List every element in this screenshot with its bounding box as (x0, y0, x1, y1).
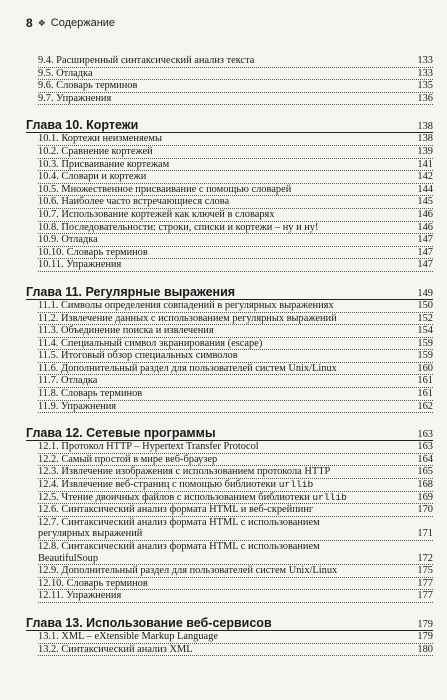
toc-entry-label: 12.3. Извлечение изображения с использованием протокола HTTP (38, 466, 331, 478)
toc-entry (38, 184, 433, 197)
toc-entry-page: 177 (417, 577, 433, 589)
toc-entry-label: 12.2. Самый простой в мире веб-браузер (38, 453, 218, 465)
toc-entry (38, 631, 433, 644)
toc-entry-page: 154 (417, 325, 433, 337)
toc-entry-label: 12.8. Синтаксический анализ формата HTML с использованием BeautifulSoup (38, 541, 320, 564)
toc-entry-label: 11.3. Объединение поиска и извлечения (38, 325, 214, 337)
toc-entry (38, 247, 433, 260)
toc-entry-label: 10.8. Последовательности: строки, списки и кортежи – ну и ну! (38, 221, 319, 233)
toc-entry-label: 10.5. Множественное присваивание с помощью словарей (38, 183, 292, 195)
toc-entry (38, 68, 433, 81)
toc-entry-label: 11.1. Символы определения совпадений в регулярных выражениях (38, 299, 334, 311)
toc-entry-label: 10.11. Упражнения (38, 259, 122, 271)
toc-entry (38, 504, 433, 517)
section-gap (38, 603, 433, 615)
toc-entry-page: 147 (417, 234, 433, 246)
toc-entry-page: 133 (417, 55, 433, 66)
section-gap (38, 413, 433, 425)
toc-entry-page: 150 (417, 299, 433, 311)
toc-entry-label: 10.1. Кортежи неизменяемы (38, 133, 162, 145)
toc-entry-label: 10.2. Сравнение кортежей (38, 145, 153, 157)
toc-entry-page: 172 (417, 552, 433, 564)
toc-entry-page: 168 (417, 479, 433, 491)
toc-entry-page: 152 (417, 312, 433, 324)
table-of-contents (26, 55, 433, 656)
toc-entry (38, 234, 433, 247)
chapter-heading (26, 284, 433, 300)
toc-entry-label: 11.4. Специальный символ экранирования (escape) (38, 337, 263, 349)
code-term: urllib (312, 491, 347, 503)
toc-entry (38, 454, 433, 467)
toc-entry (38, 338, 433, 351)
chapter-title: Глава 12. Сетевые программы (26, 426, 216, 441)
code-term: urllib (278, 479, 314, 491)
toc-entry-label: 11.6. Дополнительный раздел для пользователей систем Unix/Linux (38, 362, 337, 374)
toc-entry-label: 11.9. Упражнения (38, 400, 117, 412)
chapter-page: 149 (417, 287, 433, 299)
toc-entry-page: 133 (417, 67, 433, 79)
toc-entry-label: 10.9. Отладка (38, 234, 98, 246)
toc-entry-page: 161 (417, 375, 433, 387)
toc-entry-label: 9.6. Словарь терминов (38, 80, 138, 92)
toc-entry (38, 313, 433, 326)
toc-entry (38, 565, 433, 578)
toc-entry-page: 139 (417, 145, 433, 157)
toc-entry (38, 209, 433, 222)
toc-entry-page: 147 (417, 259, 433, 271)
toc-entry-label: 11.5. Итоговый обзор специальных символов (38, 350, 238, 362)
toc-entry-label: 10.3. Присваивание кортежам (38, 158, 170, 170)
section-gap (38, 105, 433, 117)
toc-entry-page: 159 (417, 350, 433, 362)
toc-entry-page: 136 (417, 92, 433, 104)
toc-entry-page: 144 (417, 183, 433, 195)
toc-entry-page: 162 (417, 400, 433, 412)
toc-entry (38, 517, 433, 541)
toc-entry (38, 80, 433, 93)
toc-entry-label: 12.5. Чтение двоичных файлов с использованием библиотеки urllib (38, 491, 347, 503)
toc-entry-label: 12.9. Дополнительный раздел для пользователей систем Unix/Linux (38, 565, 338, 577)
toc-entry-page: 146 (417, 208, 433, 220)
chapter-page: 163 (417, 429, 433, 441)
toc-entry (38, 466, 433, 479)
toc-entry-label: 10.10. Словарь терминов (38, 246, 148, 258)
toc-entry-label: 13.2. Синтаксический анализ XML (38, 643, 193, 655)
toc-entry-page: 163 (417, 441, 433, 453)
toc-entry (38, 578, 433, 591)
toc-entry (38, 590, 433, 603)
toc-entry-label: 12.11. Упражнения (38, 590, 122, 602)
toc-entry-page: 169 (417, 491, 433, 503)
toc-entry-label: 12.7. Синтаксический анализ формата HTML с использованием регулярных выражений (38, 516, 320, 540)
toc-entry-label: 12.10. Словарь терминов (38, 577, 148, 589)
header-title: Содержание (50, 17, 116, 29)
toc-entry-page: 159 (417, 337, 433, 349)
toc-entry-page: 138 (417, 133, 433, 145)
toc-entry-label: 12.1. Протокол HTTP – Hypertext Transfer Protocol (38, 441, 259, 453)
toc-entry (38, 159, 433, 172)
toc-entry (38, 541, 433, 565)
toc-entry (38, 441, 433, 454)
toc-entry (38, 492, 433, 505)
toc-entry-page: 161 (417, 388, 433, 400)
chapter-heading (26, 425, 433, 441)
toc-entry-label: 11.7. Отладка (38, 375, 98, 387)
section-gap (38, 272, 433, 284)
chapter-page: 179 (417, 618, 433, 630)
toc-entry-page: 160 (417, 362, 433, 374)
toc-entry-label-continued: регулярных выражений (38, 528, 143, 540)
toc-entry-label: 9.4. Расширенный синтаксический анализ текста (38, 55, 255, 66)
toc-entry-label: 13.1. XML – eXtensible Markup Language (38, 630, 218, 642)
toc-entry (38, 222, 433, 235)
toc-entry-page: 147 (417, 246, 433, 258)
page-number: 8 (26, 16, 33, 30)
toc-entry (38, 388, 433, 401)
toc-entry-label: 11.2. Извлечение данных с использованием регулярных выражений (38, 312, 337, 324)
toc-entry (38, 644, 433, 657)
toc-entry-label: 10.7. Использование кортежей как ключей в словарях (38, 208, 275, 220)
toc-entry-page: 177 (417, 590, 433, 602)
toc-entry-label: 11.8. Словарь терминов (38, 388, 143, 400)
diamond-icon: ❖ (37, 17, 46, 28)
toc-entry-page: 141 (417, 158, 433, 170)
toc-entry-page: 171 (417, 528, 433, 540)
toc-entry-page: 165 (417, 466, 433, 478)
chapter-heading (26, 615, 433, 631)
toc-entry (38, 479, 433, 492)
chapter-title: Глава 11. Регулярные выражения (26, 284, 236, 299)
toc-entry (38, 350, 433, 363)
toc-entry (38, 146, 433, 159)
toc-entry (38, 171, 433, 184)
chapter-title: Глава 13. Использование веб-сервисов (26, 615, 272, 630)
toc-entry (38, 300, 433, 313)
toc-entry-label: 12.6. Синтаксический анализ формата HTML и веб-скрейпинг (38, 504, 314, 516)
toc-entry (38, 259, 433, 272)
toc-entry-page: 145 (417, 196, 433, 208)
toc-entry-label: 9.7. Упражнения (38, 92, 112, 104)
toc-entry-page: 179 (417, 630, 433, 642)
toc-entry (38, 55, 433, 68)
toc-entry (38, 93, 433, 106)
toc-entry (38, 325, 433, 338)
chapter-page: 138 (417, 121, 433, 133)
toc-entry-page: 180 (417, 643, 433, 655)
toc-entry (38, 133, 433, 146)
page-header (26, 16, 115, 30)
toc-entry-page: 175 (417, 565, 433, 577)
toc-entry-page: 170 (417, 504, 433, 516)
toc-entry (38, 375, 433, 388)
toc-entry-page: 164 (417, 453, 433, 465)
toc-entry-label: 9.5. Отладка (38, 67, 93, 79)
toc-entry-page: 142 (417, 171, 433, 183)
toc-entry (38, 363, 433, 376)
toc-entry-label: 10.4. Словари и кортежи (38, 171, 147, 183)
toc-entry-page: 146 (417, 221, 433, 233)
toc-entry-label: 10.6. Наиболее часто встречающиеся слова (38, 196, 230, 208)
toc-entry-label: 12.4. Извлечение веб-страниц с помощью библиотеки urllib (38, 479, 314, 491)
toc-entry-label-continued: BeautifulSoup (38, 552, 99, 564)
toc-entry-page: 135 (417, 80, 433, 92)
toc-entry (38, 401, 433, 414)
chapter-title: Глава 10. Кортежи (26, 118, 139, 133)
toc-entry (38, 196, 433, 209)
chapter-heading (26, 117, 433, 133)
